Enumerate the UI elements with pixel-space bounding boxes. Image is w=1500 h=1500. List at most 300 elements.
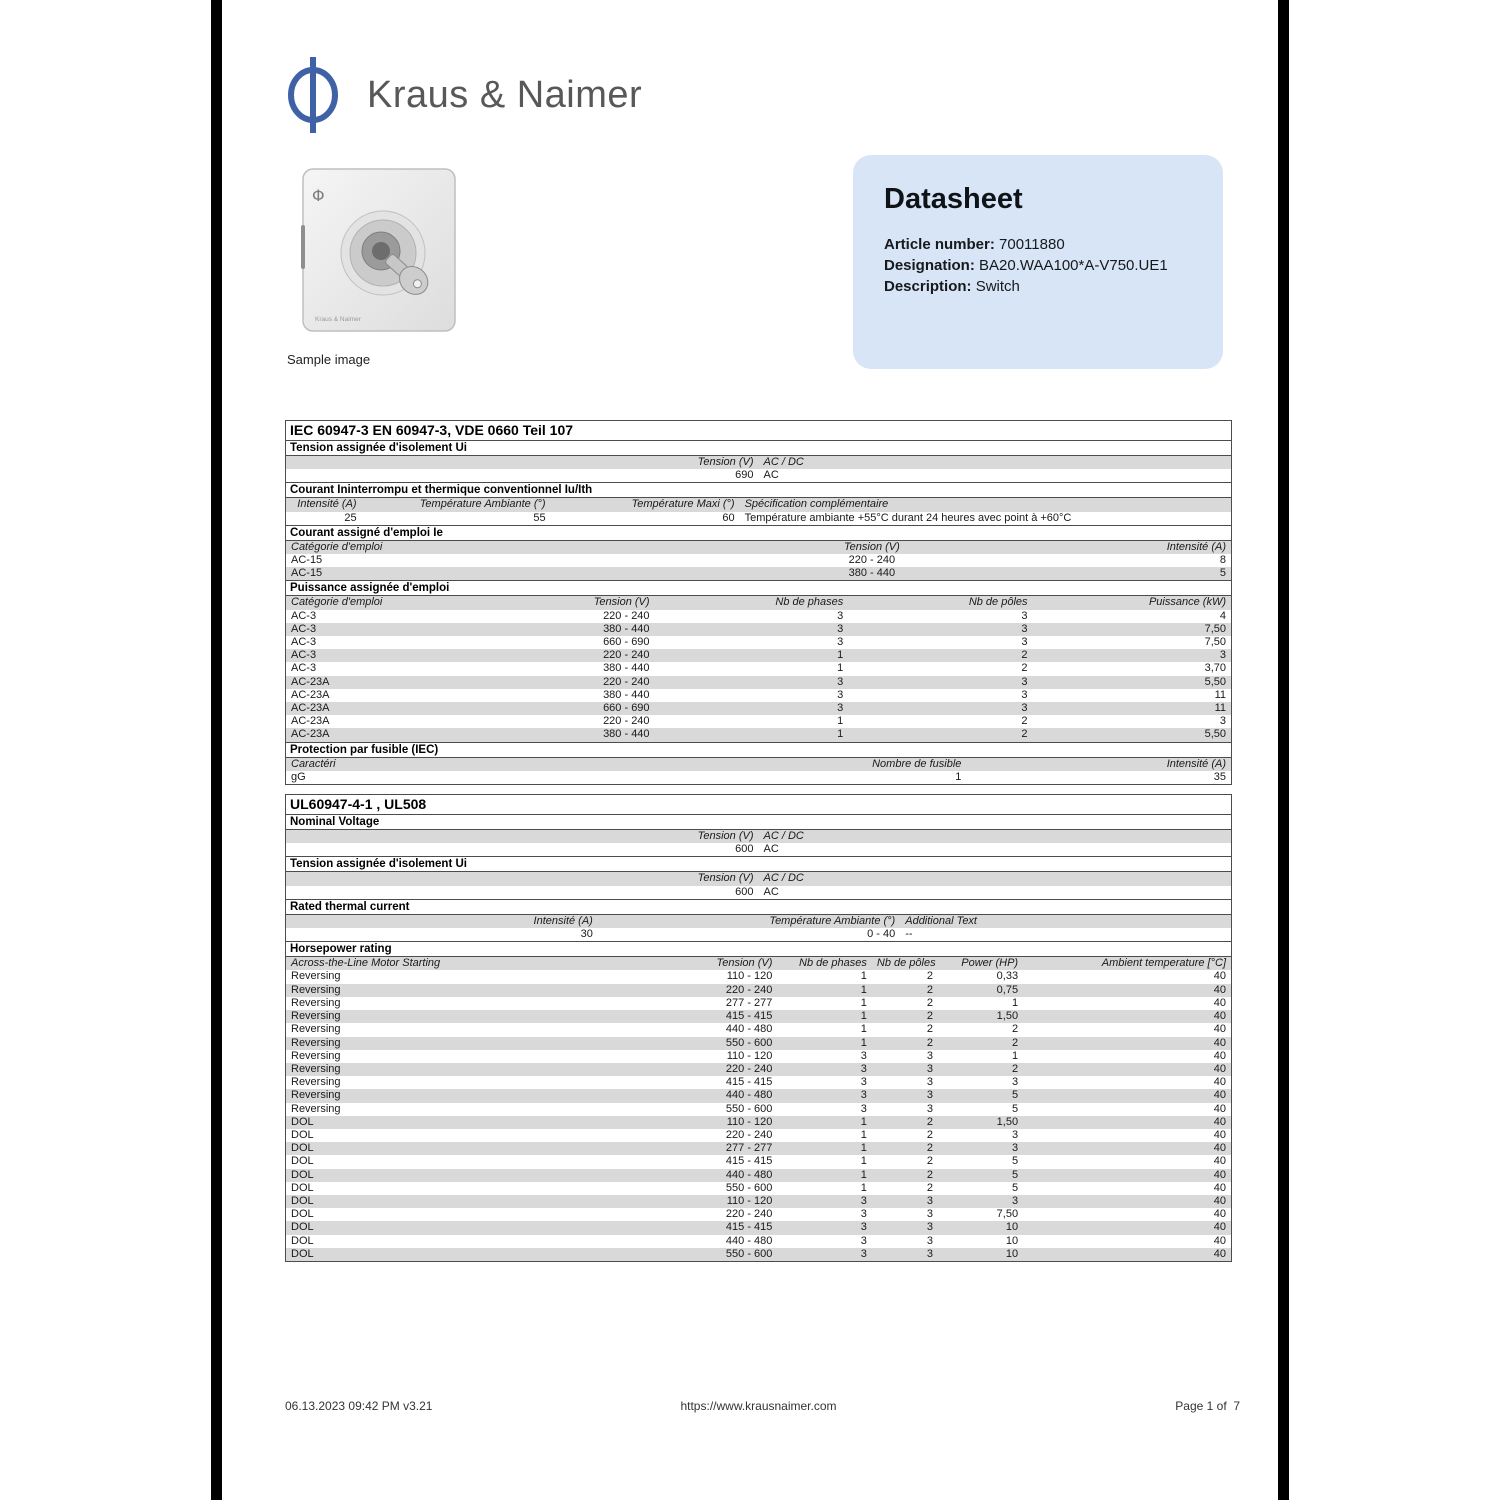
phi-logo-icon — [285, 55, 341, 135]
description-value: Switch — [975, 278, 1020, 295]
table-cell: 40 — [1213, 996, 1226, 1009]
table-cell: 600 — [735, 843, 754, 856]
table-cell: 2 — [926, 1155, 934, 1168]
table-cell: 40 — [1023, 1221, 1231, 1234]
table-cell: 4 — [1219, 609, 1226, 622]
table-cell: AC-3 — [291, 609, 317, 622]
column-header-row — [286, 957, 1231, 970]
table-cell: 1,50 — [938, 1010, 1023, 1023]
table-cell: 660 - 690 — [603, 636, 650, 649]
table-cell: DOL — [291, 1128, 314, 1141]
table-row — [286, 1221, 1231, 1234]
column-header-row — [286, 758, 1231, 771]
table-cell: 2 — [926, 1023, 934, 1036]
table-cell: Température ambiante +55°C durant 24 heures avec point à +60°C — [744, 511, 1072, 524]
table-cell: AC-3 — [286, 649, 522, 662]
table-cell: 220 - 240 — [522, 649, 654, 662]
column-header: Ambient temperature [°C] — [1023, 957, 1231, 970]
table-cell: 7,50 — [1204, 636, 1226, 649]
column-header-row — [286, 541, 1231, 554]
table-cell: 40 — [1213, 1234, 1226, 1247]
ul-nominal-voltage-table — [286, 830, 1231, 856]
ul-nominal-voltage-heading: Nominal Voltage — [286, 814, 1231, 830]
table-cell: 690 — [735, 469, 754, 482]
table-cell: 1 — [837, 715, 844, 728]
table-cell: 3 — [872, 1221, 938, 1234]
table-cell: 440 - 480 — [664, 1169, 777, 1182]
table-cell: AC-3 — [286, 623, 522, 636]
table-cell: 35 — [1213, 770, 1226, 783]
table-cell: 7,50 — [996, 1208, 1019, 1221]
table-cell: Reversing — [291, 1023, 341, 1036]
table-cell: DOL — [286, 1116, 664, 1129]
iec-fuse-heading: Protection par fusible (IEC) — [286, 742, 1231, 758]
table-row — [286, 649, 1231, 662]
table-row — [286, 728, 1231, 741]
table-row — [286, 1063, 1231, 1076]
table-cell: 0 - 40 — [867, 928, 896, 941]
table-row — [286, 1023, 1231, 1036]
table-cell: AC — [763, 843, 779, 856]
table-cell: 30 — [580, 928, 593, 941]
svg-text:Φ: Φ — [312, 186, 325, 205]
table-cell: 415 - 415 — [664, 1221, 777, 1234]
table-row — [286, 715, 1231, 728]
table-cell: 3 — [860, 1102, 867, 1115]
table-row — [286, 984, 1231, 997]
ul-horsepower-table — [286, 957, 1231, 1261]
table-cell: 7,50 — [1033, 623, 1231, 636]
table-row — [286, 1208, 1231, 1221]
table-cell: 3 — [860, 1049, 867, 1062]
table-row — [286, 1037, 1231, 1050]
table-cell: Reversing — [291, 1102, 341, 1115]
table-cell: 2 — [872, 1116, 938, 1129]
table-cell: 1 — [777, 1010, 872, 1023]
datasheet-info-box — [853, 155, 1223, 369]
table-cell: AC-23A — [286, 728, 522, 741]
table-cell: 1 — [777, 984, 872, 997]
column-header-row — [286, 830, 1231, 843]
table-cell: DOL — [291, 1155, 314, 1168]
ul-table-block — [285, 794, 1232, 1262]
table-cell: 10 — [938, 1221, 1023, 1234]
table-cell: AC-23A — [291, 688, 330, 701]
table-cell: 40 — [1213, 1181, 1226, 1194]
table-cell: Reversing — [291, 1076, 341, 1089]
table-cell: 550 - 600 — [725, 1102, 773, 1115]
table-cell: 3 — [938, 1142, 1023, 1155]
table-cell: 600 — [735, 885, 754, 898]
column-header: Nb de phases — [777, 957, 872, 970]
table-row — [286, 1195, 1231, 1208]
column-header-row — [286, 915, 1231, 928]
table-cell: Reversing — [286, 1037, 664, 1050]
table-cell: 415 - 415 — [725, 1155, 773, 1168]
table-cell: AC-23A — [291, 715, 330, 728]
column-header: Température Maxi (°) — [551, 498, 740, 511]
table-cell: 40 — [1023, 1037, 1231, 1050]
table-cell: 3 — [1219, 715, 1226, 728]
table-cell: 0,75 — [938, 984, 1023, 997]
column-header-row — [286, 596, 1231, 609]
svg-text:Kraus & Naimer: Kraus & Naimer — [315, 316, 361, 323]
table-row — [286, 512, 1231, 525]
table-row — [286, 1235, 1231, 1248]
table-cell: 1 — [777, 1116, 872, 1129]
table-cell: 1 — [860, 996, 867, 1009]
table-cell: 2 — [926, 1128, 934, 1141]
iec-thermal-heading: Courant Ininterrompu et thermique conventionnel Iu/Ith — [286, 482, 1231, 498]
table-cell: 440 - 480 — [664, 1089, 777, 1102]
table-cell: 5,50 — [1033, 728, 1231, 741]
table-cell: 220 - 240 — [522, 676, 654, 689]
iec-thermal-table — [286, 498, 1231, 524]
table-cell: 5,50 — [1033, 676, 1231, 689]
table-cell: 5 — [938, 1169, 1023, 1182]
table-cell: 3 — [1033, 649, 1231, 662]
table-cell: 40 — [1023, 1142, 1231, 1155]
table-row — [286, 676, 1231, 689]
iec-rated-current-table — [286, 541, 1231, 581]
column-header: Spécification complémentaire — [740, 498, 1231, 511]
table-cell: 40 — [1213, 1128, 1226, 1141]
table-cell: 3 — [860, 1234, 867, 1247]
table-cell: 40 — [1213, 1102, 1226, 1115]
table-cell: 1 — [655, 728, 849, 741]
column-header: Catégorie d'emploi — [286, 541, 777, 554]
page-right-border — [1278, 0, 1289, 1500]
table-cell: 380 - 440 — [603, 688, 650, 701]
table-cell: 3 — [872, 1063, 938, 1076]
table-cell: 1 — [860, 1023, 867, 1036]
column-header-row — [286, 498, 1231, 511]
table-cell: 1 — [655, 649, 849, 662]
column-header: Caractéri — [286, 758, 730, 771]
table-cell: 110 - 120 — [664, 1116, 777, 1129]
table-cell: 1 — [860, 1128, 867, 1141]
table-cell: 2 — [926, 1181, 934, 1194]
table-cell: 40 — [1023, 984, 1231, 997]
column-header: Tension (V) — [286, 872, 759, 885]
table-cell: 40 — [1213, 970, 1226, 983]
table-cell: 3,70 — [1204, 662, 1226, 675]
table-row — [286, 1182, 1231, 1195]
table-cell: 40 — [1213, 1023, 1226, 1036]
table-row — [286, 997, 1231, 1010]
table-cell: 2 — [926, 970, 934, 983]
table-cell: 2 — [926, 996, 934, 1009]
table-cell: 3 — [872, 1195, 938, 1208]
table-cell: 11 — [1214, 688, 1226, 701]
column-header: AC / DC — [759, 830, 1232, 843]
table-cell: AC-3 — [291, 662, 317, 675]
column-header: Additional Text — [900, 915, 1231, 928]
table-cell: 440 - 480 — [725, 1023, 773, 1036]
brand-logo — [285, 55, 642, 135]
table-row — [286, 1103, 1231, 1116]
table-cell: 40 — [1213, 1208, 1226, 1221]
table-row — [286, 610, 1231, 623]
table-cell: 380 - 440 — [777, 567, 966, 580]
ul-thermal-current-heading: Rated thermal current — [286, 899, 1231, 915]
table-cell: 3 — [860, 1208, 867, 1221]
table-cell: DOL — [286, 1248, 664, 1261]
article-number-value: 70011880 — [999, 236, 1065, 253]
table-cell: 40 — [1023, 1169, 1231, 1182]
column-header: Nb de phases — [655, 596, 849, 609]
table-cell: 60 — [722, 511, 735, 524]
table-cell: 2 — [872, 1010, 938, 1023]
table-cell: 3 — [1021, 688, 1028, 701]
table-cell: 440 - 480 — [725, 1234, 773, 1247]
table-cell: 11 — [1033, 702, 1231, 715]
table-cell: Reversing — [286, 1089, 664, 1102]
column-header: Puissance (kW) — [1033, 596, 1231, 609]
table-cell: 10 — [1005, 1234, 1019, 1247]
column-header-row — [286, 456, 1231, 469]
table-cell: DOL — [286, 1169, 664, 1182]
table-row — [286, 554, 1231, 567]
table-cell: 3 — [926, 1208, 934, 1221]
column-header: Intensité (A) — [286, 915, 598, 928]
table-cell: 660 - 690 — [522, 702, 654, 715]
table-cell: DOL — [291, 1181, 314, 1194]
table-row — [286, 928, 1231, 941]
table-row — [286, 1076, 1231, 1089]
table-cell: 25 — [344, 511, 357, 524]
table-cell: 380 - 440 — [522, 728, 654, 741]
table-row — [286, 1010, 1231, 1023]
table-cell: 2 — [1021, 715, 1028, 728]
column-header-row — [286, 872, 1231, 885]
table-cell: DOL — [286, 1142, 664, 1155]
table-cell: 3 — [837, 636, 844, 649]
iec-standard-title: IEC 60947-3 EN 60947-3, VDE 0660 Teil 107 — [290, 422, 574, 438]
table-cell: DOL — [286, 1195, 664, 1208]
table-row — [286, 843, 1231, 856]
table-cell: 3 — [1021, 636, 1028, 649]
table-cell: 3 — [938, 1195, 1023, 1208]
article-number-line — [884, 234, 1192, 255]
table-cell: 1 — [1011, 996, 1019, 1009]
table-cell: 3 — [837, 609, 844, 622]
column-header: Nombre de fusible — [730, 758, 966, 771]
table-cell: 1 — [837, 662, 844, 675]
table-row — [286, 886, 1231, 899]
iec-power-table — [286, 596, 1231, 741]
table-cell: 40 — [1023, 1010, 1231, 1023]
column-header: AC / DC — [759, 456, 1232, 469]
table-row — [286, 623, 1231, 636]
table-cell: 1 — [777, 1037, 872, 1050]
table-cell: AC-23A — [286, 702, 522, 715]
table-cell: 2 — [1021, 662, 1028, 675]
ul-isolation-table — [286, 872, 1231, 898]
description-label: Description: — [884, 278, 972, 295]
table-cell: 110 - 120 — [726, 1049, 773, 1062]
table-row — [286, 1169, 1231, 1182]
table-cell: AC-23A — [286, 676, 522, 689]
column-header: AC / DC — [759, 872, 1232, 885]
table-cell: 220 - 240 — [725, 1208, 773, 1221]
column-header: Intensité (A) — [966, 758, 1231, 771]
table-cell: 380 - 440 — [603, 662, 650, 675]
table-row — [286, 662, 1231, 675]
table-cell: 3 — [777, 1248, 872, 1261]
table-cell: 415 - 415 — [664, 1010, 777, 1023]
column-header: Nb de pôles — [872, 957, 938, 970]
table-cell: gG — [291, 770, 306, 783]
table-cell: 220 - 240 — [848, 554, 896, 567]
table-row — [286, 702, 1231, 715]
table-cell: 10 — [938, 1248, 1023, 1261]
table-cell: 5 — [1011, 1155, 1019, 1168]
table-cell: 110 - 120 — [726, 970, 773, 983]
ul-thermal-current-table — [286, 915, 1231, 941]
table-cell: 3 — [777, 1089, 872, 1102]
table-cell: 2 — [1011, 1023, 1019, 1036]
table-cell: DOL — [286, 1221, 664, 1234]
table-cell: 5 — [1011, 1102, 1019, 1115]
table-row — [286, 970, 1231, 983]
iec-isolation-table — [286, 456, 1231, 482]
table-cell: 3 — [848, 702, 1032, 715]
table-row — [286, 567, 1231, 580]
table-row — [286, 1089, 1231, 1102]
table-cell: Reversing — [291, 996, 341, 1009]
ul-standard-title: UL60947-4-1 , UL508 — [290, 796, 427, 813]
key-switch-image — [297, 165, 467, 347]
table-cell: 3 — [872, 1089, 938, 1102]
table-cell: 40 — [1213, 1049, 1226, 1062]
table-cell: 5 — [1011, 1181, 1019, 1194]
table-cell: 3 — [926, 1234, 934, 1247]
table-cell: 5 — [966, 567, 1231, 580]
table-cell: 3 — [860, 1076, 867, 1089]
table-cell: 3 — [872, 1248, 938, 1261]
table-cell: Reversing — [286, 984, 664, 997]
table-cell: Reversing — [286, 1063, 664, 1076]
table-cell: 550 - 600 — [725, 1181, 773, 1194]
table-cell: 415 - 415 — [725, 1076, 773, 1089]
table-cell: 55 — [533, 511, 546, 524]
table-cell: 220 - 240 — [725, 1128, 773, 1141]
table-cell: 220 - 240 — [664, 984, 777, 997]
table-cell: 3 — [837, 688, 844, 701]
table-cell: 0,33 — [996, 970, 1019, 983]
table-row — [286, 1116, 1231, 1129]
table-cell: 220 - 240 — [664, 1063, 777, 1076]
table-row — [286, 1142, 1231, 1155]
table-cell: 550 - 600 — [664, 1248, 777, 1261]
table-row — [286, 636, 1231, 649]
table-cell: 3 — [655, 676, 849, 689]
table-cell: 550 - 600 — [664, 1037, 777, 1050]
table-cell: 8 — [1219, 554, 1226, 567]
iec-rated-current-heading: Courant assigné d'emploi Ie — [286, 525, 1231, 541]
brand-name: Kraus & Naimer — [367, 73, 643, 116]
column-header: Intensité (A) — [966, 541, 1231, 554]
table-cell: 3 — [926, 1102, 934, 1115]
table-cell: AC-15 — [286, 567, 777, 580]
table-row — [286, 771, 1231, 784]
iec-isolation-heading: Tension assignée d'isolement Ui — [286, 440, 1231, 456]
article-number-label: Article number: — [884, 236, 995, 253]
page-left-border — [211, 0, 222, 1500]
table-row — [286, 469, 1231, 482]
table-cell: AC — [763, 885, 779, 898]
table-cell: 2 — [938, 1063, 1023, 1076]
column-header: Tension (V) — [777, 541, 966, 554]
footer-date-version: 06.13.2023 09:42 PM v3.21 — [285, 1399, 433, 1413]
iec-table-block — [285, 420, 1232, 785]
table-cell: 1 — [777, 1169, 872, 1182]
table-cell: 2 — [872, 1037, 938, 1050]
table-cell: 220 - 240 — [603, 715, 650, 728]
description-line — [884, 276, 1192, 297]
table-cell: DOL — [291, 1234, 314, 1247]
table-cell: 110 - 120 — [664, 1195, 777, 1208]
table-cell: 1 — [955, 770, 962, 783]
column-header: Tension (V) — [286, 456, 759, 469]
table-cell: AC-15 — [291, 554, 323, 567]
table-cell: 3 — [1011, 1128, 1019, 1141]
column-header: Catégorie d'emploi — [286, 596, 522, 609]
table-row — [286, 689, 1231, 702]
table-cell: 40 — [1213, 1076, 1226, 1089]
table-cell: AC-3 — [291, 636, 317, 649]
column-header: Across-the-Line Motor Starting — [286, 957, 664, 970]
column-header: Power (HP) — [938, 957, 1023, 970]
table-cell: 3 — [1021, 609, 1028, 622]
table-cell: 2 — [872, 1142, 938, 1155]
column-header: Température Ambiante (°) — [362, 498, 551, 511]
table-cell: 220 - 240 — [603, 609, 650, 622]
table-cell: 5 — [938, 1089, 1023, 1102]
table-cell: 3 — [848, 623, 1032, 636]
table-cell: 3 — [777, 1063, 872, 1076]
table-cell: 3 — [777, 1221, 872, 1234]
sample-image-caption: Sample image — [287, 352, 371, 367]
footer-page-number: Page 1 of 7 — [1175, 1399, 1240, 1413]
footer-url: https://www.krausnaimer.com — [680, 1399, 837, 1413]
table-row — [286, 1155, 1231, 1168]
designation-label: Designation: — [884, 257, 975, 274]
table-cell: 3 — [926, 1076, 934, 1089]
spec-tables — [285, 420, 1232, 1271]
table-cell: 277 - 277 — [664, 1142, 777, 1155]
iec-fuse-table — [286, 758, 1231, 784]
table-cell: 277 - 277 — [725, 996, 773, 1009]
table-row — [286, 1129, 1231, 1142]
table-cell: 1 — [1011, 1049, 1019, 1062]
column-header: Tension (V) — [522, 596, 654, 609]
table-cell: 1 — [860, 1181, 867, 1194]
table-cell: 1 — [860, 970, 867, 983]
table-cell: 40 — [1023, 1116, 1231, 1129]
table-cell: 380 - 440 — [522, 623, 654, 636]
iec-power-heading: Puissance assignée d'emploi — [286, 580, 1231, 596]
ul-isolation-heading: Tension assignée d'isolement Ui — [286, 856, 1231, 872]
table-cell: 3 — [848, 676, 1032, 689]
column-header: Tension (V) — [664, 957, 777, 970]
table-cell: 40 — [1023, 1089, 1231, 1102]
table-cell: Reversing — [286, 1010, 664, 1023]
table-cell: 3 — [655, 702, 849, 715]
table-cell: 40 — [1023, 1195, 1231, 1208]
ul-horsepower-heading: Horsepower rating — [286, 941, 1231, 957]
